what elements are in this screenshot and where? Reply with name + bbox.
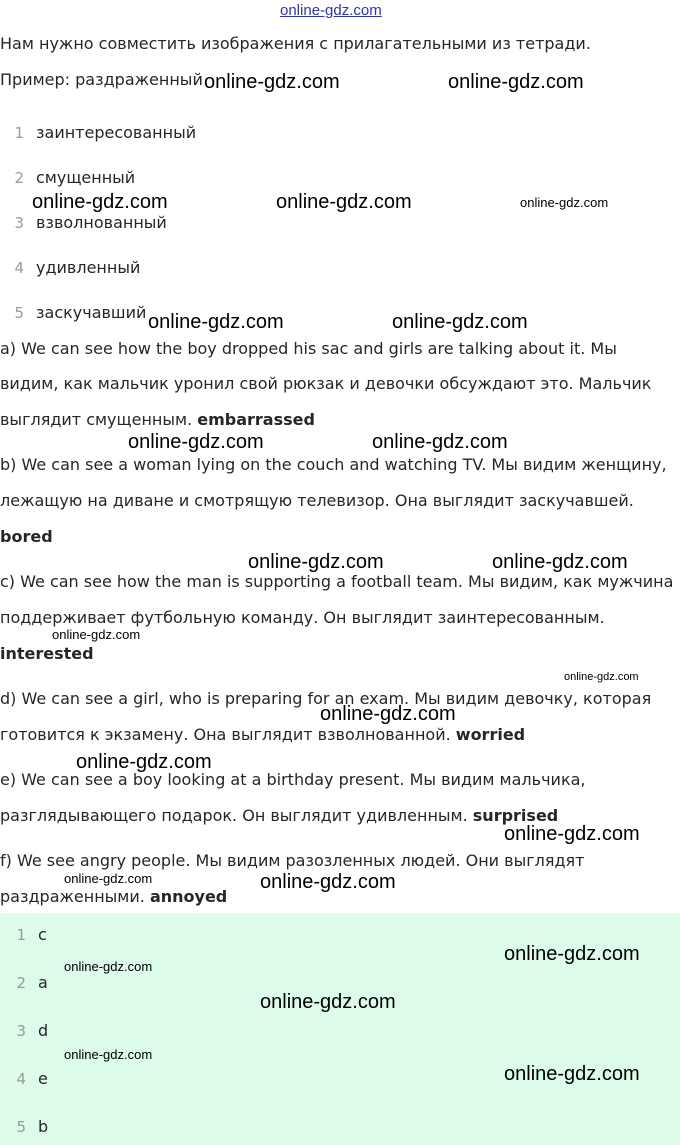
watermark: online-gdz.com xyxy=(504,1063,640,1085)
answer-word-f: annoyed xyxy=(149,887,228,906)
answer-letter: b xyxy=(38,1117,49,1136)
watermark: online-gdz.com xyxy=(276,191,412,213)
answer-letter: a xyxy=(38,973,48,992)
watermark: online-gdz.com xyxy=(248,551,384,573)
answer-word-a: embarrassed xyxy=(197,410,315,429)
answer-letter: e xyxy=(38,1069,48,1088)
description-f-text: раздраженными. xyxy=(0,887,145,906)
description-a-line1: a) We can see how the boy dropped his sac and girls are talking about it. Мы xyxy=(0,339,617,358)
watermark: online-gdz.com xyxy=(64,871,153,886)
description-f-line2 xyxy=(0,887,227,907)
watermark: online-gdz.com xyxy=(372,431,508,453)
watermark: online-gdz.com xyxy=(260,991,396,1013)
answer-word-b: bored xyxy=(0,527,53,546)
watermark: online-gdz.com xyxy=(148,311,284,333)
description-e-text: разглядывающего подарок. Он выглядит удивленным. xyxy=(0,806,468,825)
watermark: online-gdz.com xyxy=(52,627,141,642)
item-number: 5 xyxy=(14,304,24,322)
answer-number: 2 xyxy=(16,974,26,992)
description-e-line2 xyxy=(0,806,558,826)
watermark: online-gdz.com xyxy=(76,751,212,773)
description-e-line1: e) We can see a boy looking at a birthday present. Мы видим мальчика, xyxy=(0,770,586,789)
watermark: online-gdz.com xyxy=(448,71,584,93)
answer-letter: c xyxy=(38,925,47,944)
answer-word-c: interested xyxy=(0,644,94,663)
example-text: Пример: раздраженный xyxy=(0,70,203,89)
description-a-line2: видим, как мальчик уронил свой рюкзак и девочки обсуждают это. Мальчик xyxy=(0,374,652,393)
watermark: online-gdz.com xyxy=(260,871,396,893)
description-a-text: выглядит смущенным. xyxy=(0,410,193,429)
description-d-line1: d) We can see a girl, who is preparing for an exam. Мы видим девочку, которая xyxy=(0,689,652,708)
item-number: 1 xyxy=(14,124,24,142)
watermark: online-gdz.com xyxy=(520,195,609,210)
item-text: удивленный xyxy=(36,258,141,277)
answer-number: 1 xyxy=(16,926,26,944)
task-text: Нам нужно совместить изображения с прилагательными из тетради. xyxy=(0,34,591,53)
item-text: заскучавший xyxy=(36,303,147,322)
watermark: online-gdz.com xyxy=(204,71,340,93)
description-a-line3 xyxy=(0,410,315,430)
description-c-line2: поддерживает футбольную команду. Он выглядит заинтересованным. xyxy=(0,608,605,627)
site-watermark-top: online-gdz.com xyxy=(280,2,382,19)
watermark: online-gdz.com xyxy=(128,431,264,453)
answer-number: 4 xyxy=(16,1070,26,1088)
item-text: заинтересованный xyxy=(36,123,197,142)
answer-word-e: surprised xyxy=(472,806,559,825)
answer-number: 3 xyxy=(16,1022,26,1040)
item-number: 3 xyxy=(14,214,24,232)
description-d-text: готовится к экзамену. Она выглядит взволнованной. xyxy=(0,725,451,744)
answer-number: 5 xyxy=(16,1118,26,1136)
watermark: online-gdz.com xyxy=(32,191,168,213)
answer-letter: d xyxy=(38,1021,49,1040)
item-number: 2 xyxy=(14,169,24,187)
description-b-line1: b) We can see a woman lying on the couch and watching TV. Мы видим женщину, xyxy=(0,455,667,474)
answer-word-d: worried xyxy=(455,725,526,744)
description-c-line1: c) We can see how the man is supporting a football team. Мы видим, как мужчина xyxy=(0,572,674,591)
item-number: 4 xyxy=(14,259,24,277)
item-text: взволнованный xyxy=(36,213,167,232)
description-d-line2 xyxy=(0,725,525,745)
watermark: online-gdz.com xyxy=(64,959,153,974)
watermark: online-gdz.com xyxy=(392,311,528,333)
watermark: online-gdz.com xyxy=(504,823,640,845)
description-f-line1: f) We see angry people. Мы видим разозленных людей. Они выглядят xyxy=(0,851,585,870)
watermark: online-gdz.com xyxy=(492,551,628,573)
watermark: online-gdz.com xyxy=(504,943,640,965)
watermark: online-gdz.com xyxy=(320,703,456,725)
watermark: online-gdz.com xyxy=(64,1047,153,1062)
description-b-line2: лежащую на диване и смотрящую телевизор. Она выглядит заскучавшей. xyxy=(0,491,634,510)
watermark: online-gdz.com xyxy=(564,671,639,683)
item-text: смущенный xyxy=(36,168,136,187)
